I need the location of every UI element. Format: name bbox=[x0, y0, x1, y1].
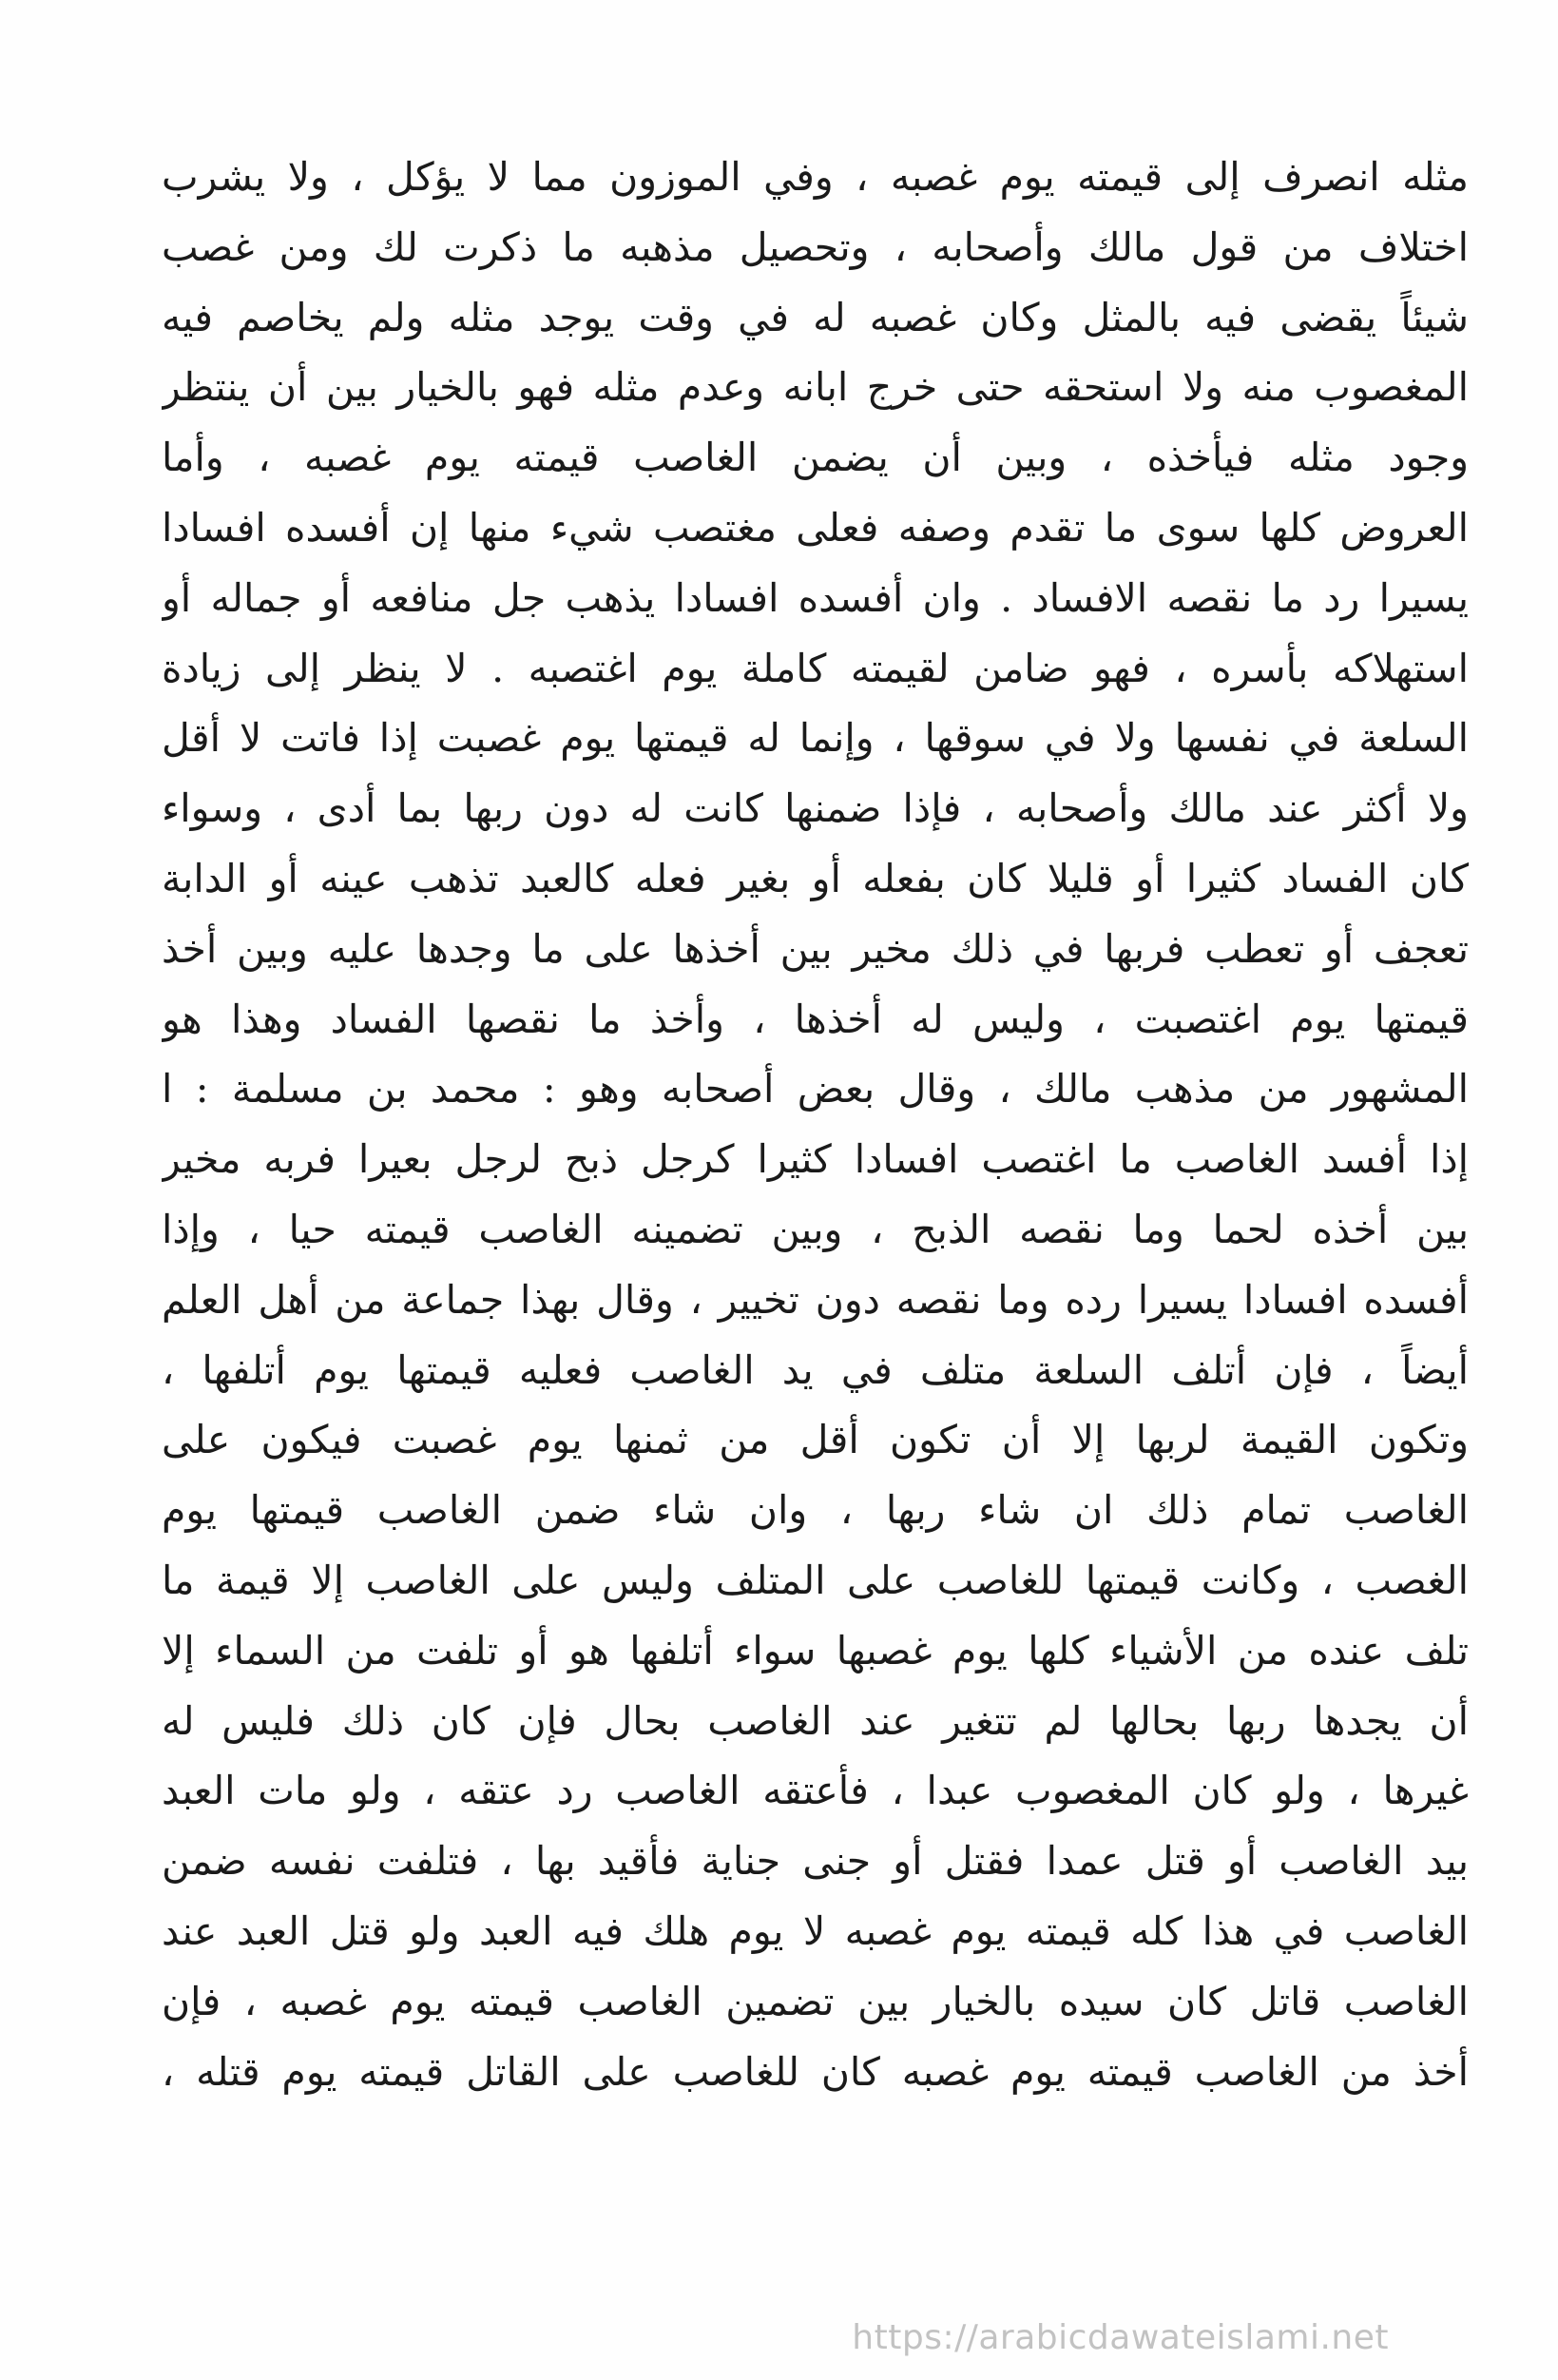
text-line: الغاصب قاتل كان سيده بالخيار بين تضمين الغاصب قيمته يوم غصبه ، فإن bbox=[162, 1978, 1469, 2024]
text-line: تلف عنده من الأشياء كلها يوم غصبها سواء أتلفها هو أو تلفت من السماء إلا bbox=[162, 1627, 1469, 1674]
text-line: مثله انصرف إلى قيمته يوم غصبه ، وفي الموزون مما لا يؤكل ، ولا يشرب bbox=[162, 154, 1469, 200]
text-line: العروض كلها سوى ما تقدم وصفه فعلى مغتصب شيء منها إن أفسده افسادا bbox=[162, 504, 1469, 551]
text-line: شيئاً يقضى فيه بالمثل وكان غصبه له في وقت يوجد مثله ولم يخاصم فيه bbox=[162, 294, 1469, 340]
text-line: السلعة في نفسها ولا في سوقها ، وإنما له قيمتها يوم غصبت إذا فاتت لا أقل bbox=[162, 715, 1469, 762]
watermark: https://arabicdawateislami.net bbox=[852, 2318, 1389, 2357]
text-line: اختلاف من قول مالك وأصحابه ، وتحصيل مذهبه ما ذكرت لك ومن غصب bbox=[162, 223, 1469, 270]
text-line: وتكون القيمة لربها إلا أن تكون أقل من ثمنها يوم غصبت فيكون على bbox=[162, 1417, 1469, 1463]
text-line: أخذ من الغاصب قيمته يوم غصبه كان للغاصب على القاتل قيمته يوم قتله ، bbox=[162, 2048, 1469, 2095]
text-line: الغصب ، وكانت قيمتها للغاصب على المتلف وليس على الغاصب إلا قيمة ما bbox=[162, 1557, 1469, 1603]
text-line: يسيرا رد ما نقصه الافساد . وان أفسده افسادا يذهب جل منافعه أو جماله أو bbox=[162, 574, 1469, 621]
text-line: الغاصب في هذا كله قيمته يوم غصبه لا يوم هلك فيه العبد ولو قتل العبد عند bbox=[162, 1907, 1469, 1954]
text-line: بين أخذه لحما وما نقصه الذبح ، وبين تضمينه الغاصب قيمته حيا ، وإذا bbox=[162, 1206, 1469, 1252]
text-line: وجود مثله فيأخذه ، وبين أن يضمن الغاصب قيمته يوم غصبه ، وأما bbox=[162, 435, 1469, 481]
text-line: بيد الغاصب أو قتل عمدا فقتل أو جنى جناية فأقيد بها ، فتلفت نفسه ضمن bbox=[162, 1838, 1469, 1885]
text-line: تعجف أو تعطب فربها في ذلك مخير بين أخذها على ما وجدها عليه وبين أخذ bbox=[162, 925, 1469, 972]
body-text bbox=[162, 143, 1469, 2107]
text-line: ولا أكثر عند مالك وأصحابه ، فإذا ضمنها كانت له دون ربها بما أدى ، وسواء bbox=[162, 785, 1469, 832]
text-line: إذا أفسد الغاصب ما اغتصب افسادا كثيرا كرجل ذبح لرجل بعيرا فربه مخير bbox=[162, 1136, 1469, 1183]
text-line: أفسده افسادا يسيرا رده وما نقصه دون تخيير ، وقال بهذا جماعة من أهل العلم bbox=[162, 1276, 1469, 1323]
text-line: قيمتها يوم اغتصبت ، وليس له أخذها ، وأخذ ما نقصها الفساد وهذا هو bbox=[162, 996, 1469, 1042]
text-line: كان الفساد كثيرا أو قليلا كان بفعله أو بغير فعله كالعبد تذهب عينه أو الدابة bbox=[162, 855, 1469, 901]
text-line: المغصوب منه ولا استحقه حتى خرج ابانه وعدم مثله فهو بالخيار بين أن ينتظر bbox=[162, 364, 1469, 411]
text-line: الغاصب تمام ذلك ان شاء ربها ، وان شاء ضمن الغاصب قيمتها يوم bbox=[162, 1487, 1469, 1534]
text-line: المشهور من مذهب مالك ، وقال بعض أصحابه وهو : محمد بن مسلمة : ا bbox=[162, 1066, 1469, 1113]
text-line: غيرها ، ولو كان المغصوب عبدا ، فأعتقه الغاصب رد عتقه ، ولو مات العبد bbox=[162, 1768, 1469, 1814]
text-line: أيضاً ، فإن أتلف السلعة متلف في يد الغاصب فعليه قيمتها يوم أتلفها ، bbox=[162, 1346, 1469, 1393]
text-line: أن يجدها ربها بحالها لم تتغير عند الغاصب بحال فإن كان ذلك فليس له bbox=[162, 1697, 1469, 1744]
text-line: استهلاكه بأسره ، فهو ضامن لقيمته كاملة يوم اغتصبه . لا ينظر إلى زيادة bbox=[162, 645, 1469, 691]
